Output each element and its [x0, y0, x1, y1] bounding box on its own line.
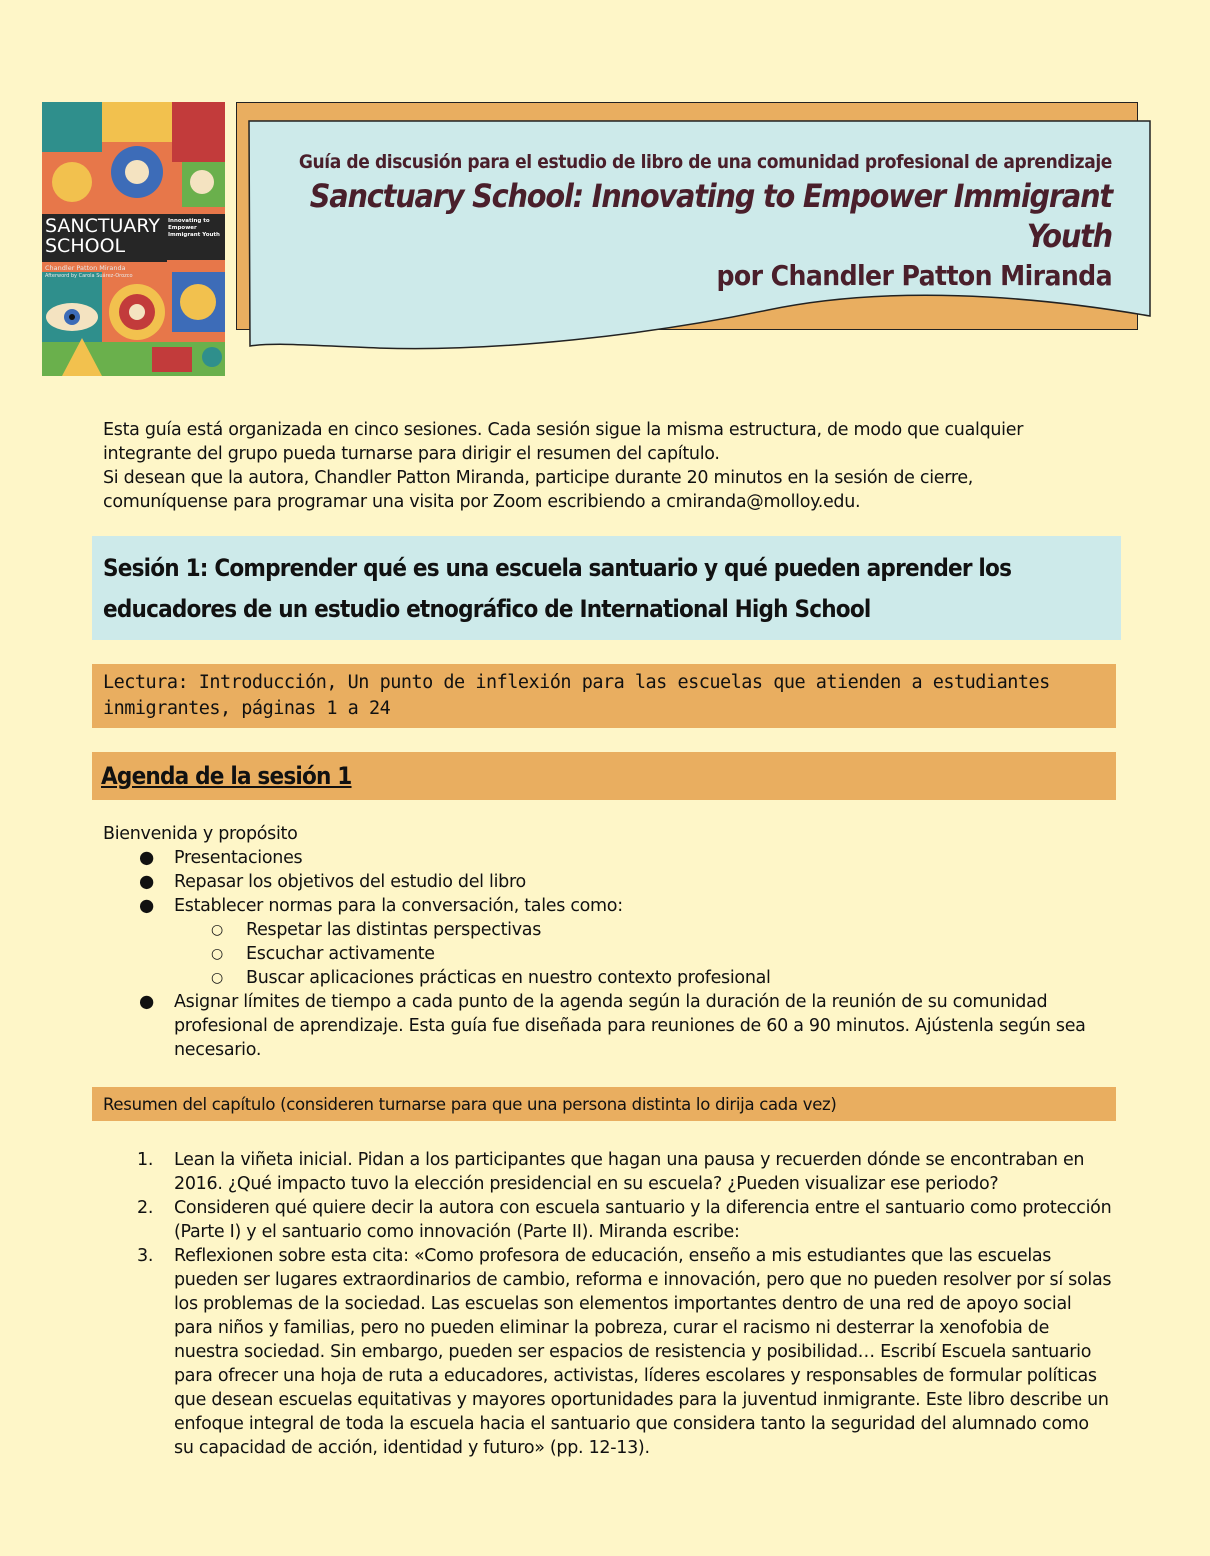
bullet-icon: ● — [139, 848, 154, 868]
sub-list-item: ○ Buscar aplicaciones prácticas en nuestro contexto profesional — [211, 968, 771, 988]
bullet-icon: ● — [139, 872, 154, 892]
cover-subtitle: Innovating to Empower Immigrant Youth — [166, 214, 225, 260]
sub-list-item: ○ Escuchar activamente — [211, 944, 435, 964]
intro-paragraph: Esta guía está organizada en cinco sesiones. Cada sesión sigue la misma estructura, de modo que cualquier integrante del grupo pueda turnarse para dirigir el resumen del capítulo. — [103, 420, 1024, 464]
book-cover-image — [42, 102, 225, 376]
list-item: 2. Consideren qué quiere decir la autora con escuela santuario y la diferencia entre el santuario como protección (Parte I) y el santuario como innovación (Parte II). Miranda escribe: — [137, 1198, 1112, 1242]
list-item: 3. Reflexionen sobre esta cita: «Como profesora de educación, enseño a mis estudiantes que las escuelas pueden ser lugares extraordinarios de cambio, reforma e innovación, pero que no pueden resolver por sí solas los problemas de la sociedad. Las escuelas son elementos importantes dentro de una red de apoyo social para niños y familias, pero no pueden eliminar la pobreza, curar el racismo ni desterrar la xenofobia de nuestra sociedad. Sin embargo, pueden ser espacios de resistencia y posibilidad… Escribí Escuela santuario para ofrecer una hoja de ruta a educadores, activistas, líderes escolares y responsables de formular políticas que desean escuelas equitativas y mayores oportunidades para la juventud inmigrante. Este libro describe un enfoque integral de toda la escuela hacia el santuario que considera tanto la seguridad del alumnado como su capacidad de acción, identidad y futuro» (pp. 12-13). — [137, 1246, 1112, 1458]
agenda-heading: Agenda de la sesión 1 — [101, 762, 352, 790]
agenda-list — [103, 822, 1103, 1062]
bullet-icon: ● — [139, 992, 154, 1012]
sub-list-item: ○ Respetar las distintas perspectivas — [211, 920, 542, 940]
book-title: Sanctuary School: Innovating to Empower Immigrant Youth — [309, 177, 1112, 255]
session-title: Sesión 1: Comprender qué es una escuela santuario y qué pueden aprender los educadores de un estudio etnográfico de International High School — [103, 554, 1012, 623]
sub-bullet-icon: ○ — [211, 922, 223, 938]
cover-title: SANCTUARY SCHOOL — [42, 214, 167, 262]
list-item: 1. Lean la viñeta inicial. Pidan a los participantes que hagan una pausa y recuerden dónde se encontraban en 2016. ¿Qué impacto tuvo la elección presidencial en su escuela? ¿Pueden visualizar ese periodo? — [137, 1150, 1085, 1194]
list-item: ● Repasar los objetivos del estudio del libro — [139, 872, 526, 892]
reading-assignment: Lectura: Introducción, Un punto de inflexión para las escuelas que atienden a estudiantes inmigrantes, páginas 1 a 24 — [103, 672, 1050, 719]
agenda-intro: Bienvenida y propósito — [103, 824, 298, 844]
intro-text — [103, 418, 1083, 514]
bullet-icon: ● — [139, 896, 154, 916]
guide-subtitle: Guía de discusión para el estudio de libro de una comunidad profesional de aprendizaje — [298, 151, 1112, 173]
sub-bullet-icon: ○ — [211, 970, 223, 986]
summary-heading: Resumen del capítulo (consideren turnarse para que una persona distinta lo dirija cada vez) — [103, 1095, 837, 1114]
sub-bullet-icon: ○ — [211, 946, 223, 962]
summary-list — [103, 1148, 1113, 1460]
header-text — [262, 148, 1112, 296]
list-item: ● Asignar límites de tiempo a cada punto de la agenda según la duración de la reunión de su comunidad profesional de aprendizaje. Esta guía fue diseñada para reuniones de 60 a 90 minutos. Ajústenla según sea necesario. — [139, 992, 1086, 1060]
list-item: ● Presentaciones — [139, 848, 303, 868]
cover-author: Chandler Patton Miranda Afterword by Carola Suárez-Orozco — [45, 264, 133, 279]
book-author: por Chandler Patton Miranda — [716, 259, 1112, 292]
list-item: ● Establecer normas para la conversación, tales como: — [139, 896, 623, 916]
intro-paragraph: Si desean que la autora, Chandler Patton Miranda, participe durante 20 minutos en la sesión de cierre, comuníquense para programar una visita por Zoom escribiendo a cmiranda@molloy.edu. — [103, 468, 974, 512]
